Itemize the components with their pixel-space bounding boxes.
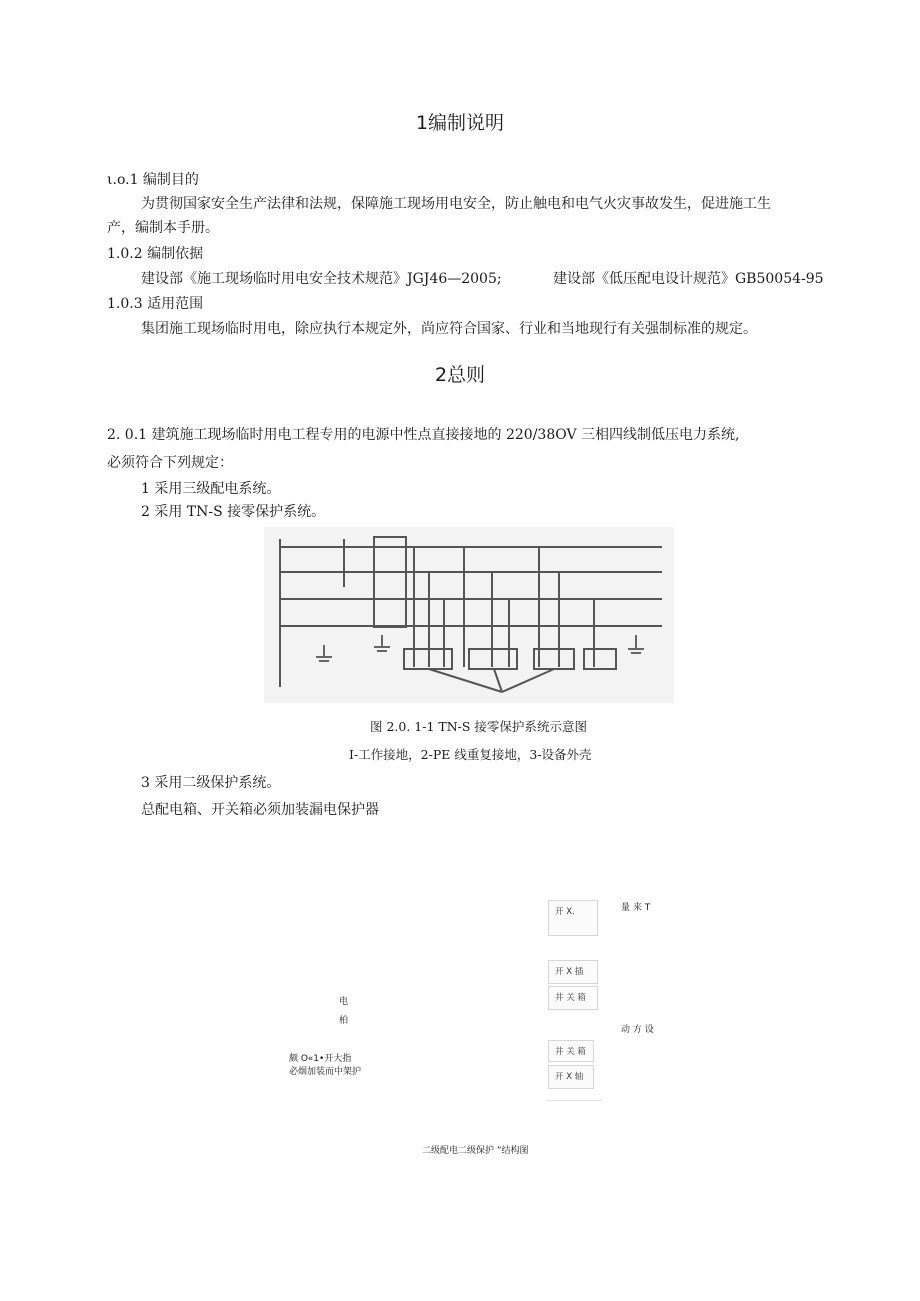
rule-note: 总配电箱、开关箱必须加装漏电保护器: [141, 802, 379, 818]
rule-paragraph-line-2: 必须符合下列规定：: [107, 455, 233, 471]
basis-ref-a: 建设部《施工现场临时用电安全技术规范》JGJ46—2005;: [141, 271, 502, 287]
fig2-switchbox-1-label: 开 X.: [555, 907, 575, 917]
figure-1-legend: I-工作接地，2-PE 线重复接地，3-设备外壳: [349, 747, 592, 762]
fig2-switchbox-3-label: 井 关 箱: [555, 993, 586, 1003]
purpose-line-1: 为贯彻国家安全生产法律和法规，保障施工现场用电安全，防止触电和电气火灾事故发生，促进施工生: [141, 196, 771, 212]
fig2-left-label-c: 颇 O«1•开大指: [289, 1054, 352, 1064]
fig2-switchbox-2-label: 开 X 插: [555, 967, 584, 977]
section-1-title: 1编制说明: [415, 112, 505, 134]
rule-item-1: 1 采用三级配电系统。: [141, 481, 281, 497]
fig2-right-label-mid: 动 方 设: [621, 1025, 654, 1035]
heading-purpose: ι.o.1 编制目的: [107, 172, 199, 188]
fig2-left-label-a: 电: [339, 997, 349, 1007]
fig2-bracket: [546, 1088, 602, 1101]
fig2-left-label-d: 必烟加装而中架护: [289, 1067, 362, 1077]
heading-basis: 1.0.2 编制依据: [107, 246, 204, 262]
fig2-switchbox-4-label: 井 关 箱: [555, 1047, 586, 1057]
tn-s-schematic-figure: [264, 527, 674, 703]
figure-2-caption: 二级配电二级保护 ”结构图: [422, 1146, 529, 1156]
fig2-switchbox-5-label: 开 X 轴: [555, 1072, 584, 1082]
rule-item-3: 3 采用二级保护系统。: [141, 775, 281, 791]
basis-ref-b: 建设部《低压配电设计规范》GB50054-95: [553, 271, 824, 287]
fig2-switchbox-5: [548, 1065, 594, 1089]
fig2-switchbox-3: [548, 986, 598, 1010]
heading-scope: 1.0.3 适用范围: [107, 296, 204, 312]
rule-paragraph-line-1: 2. 0.1 建筑施工现场临时用电工程专用的电源中性点直接接地的 220/38OV 三相四线制低压电力系统,: [107, 427, 740, 443]
figure-1-caption: 图 2.0. 1-1 TN-S 接零保护系统示意图: [370, 719, 587, 734]
section-2-title: 2总则: [434, 364, 486, 386]
rule-item-2: 2 采用 TN-S 接零保护系统。: [141, 504, 326, 520]
fig2-right-label-top: 量 来 T: [621, 903, 651, 913]
fig2-switchbox-2: [548, 960, 598, 984]
fig2-left-label-b: 柏: [339, 1016, 349, 1026]
fig2-switchbox-1: [548, 900, 598, 936]
tn-s-schematic-drawing: [264, 527, 674, 703]
purpose-line-2: 产，编制本手册。: [107, 220, 219, 236]
fig2-switchbox-4: [548, 1040, 594, 1062]
scope-text: 集团施工现场临时用电，除应执行本规定外，尚应符合国家、行业和当地现行有关强制标准的规定。: [141, 321, 757, 337]
